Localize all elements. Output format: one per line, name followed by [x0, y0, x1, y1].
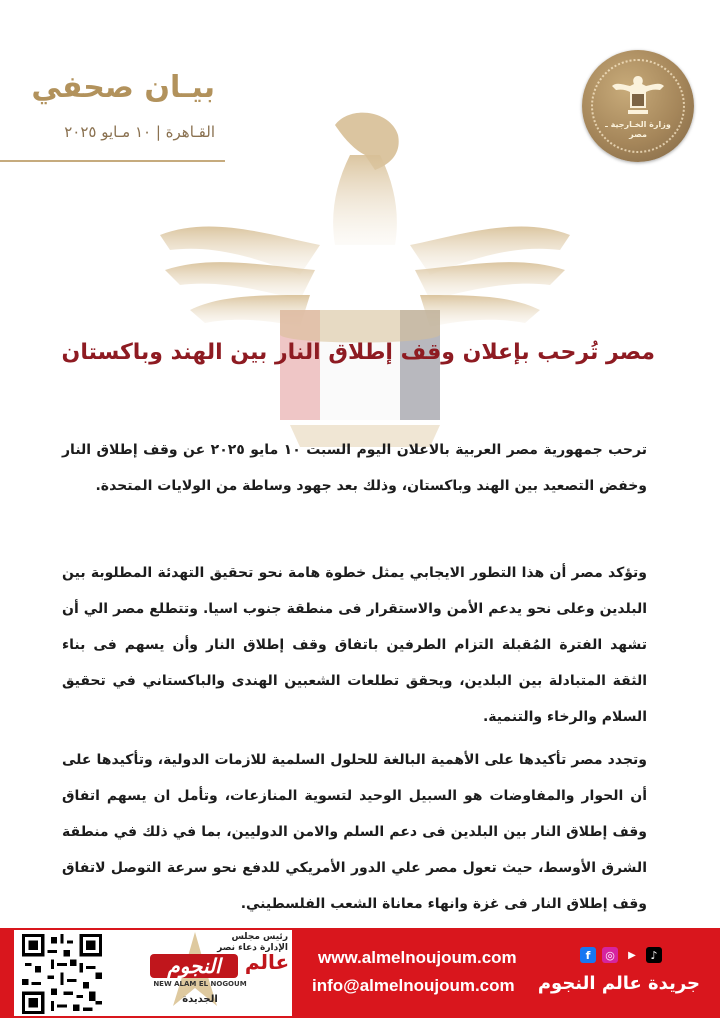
paragraph-1: ترحب جمهورية مصر العربية بالاعلان اليوم السبت ١٠ مايو ٢٠٢٥ عن وقف إطلاق النار وخفض التصعيد بين الهند وباكستان، وذلك بعد جهود وساطة من الولايات المتحدة.	[62, 442, 647, 494]
qr-code-icon[interactable]	[22, 934, 102, 1014]
eagle-emblem-icon	[610, 72, 666, 120]
paragraph-3: وتجدد مصر تأكيدها على الأهمية البالغة للحلول السلمية للازمات الدولية، وتأكيدها على أن الحوار والمفاوضات هو السبيل الوحيد لتسوية المنازعات، وتأمل ان يسهم اتفاق وقف إطلاق النار بين البلدين فى دعم السلم والامن الدوليين، بما في ذلك في منطقة الشرق الأوسط، حيث تعول مصر علي الدور الأمريكي للدفع نحو سرعة التوصل لاتفاق وقف إطلاق النار فى غزة وانهاء معاناة الشعب الفلسطيني.	[62, 752, 647, 912]
footer-banner	[0, 928, 720, 1018]
logo-suffix: الجديدة	[182, 994, 218, 1005]
logo-latin-name: NEW ALAM EL NOGOUM	[153, 980, 247, 988]
headline: مصر تُرحب بإعلان وقف إطلاق النار بين الهند وباكستان	[61, 340, 655, 365]
ministry-seal	[582, 50, 694, 162]
facebook-icon[interactable]: f	[580, 947, 596, 963]
youtube-icon[interactable]: ▶	[628, 949, 636, 961]
instagram-icon[interactable]: ◎	[602, 947, 618, 963]
page-title: بيـان صحفي	[31, 70, 215, 105]
email-link[interactable]: info@almelnoujoum.com	[312, 976, 515, 995]
release-date: القـاهرة | ١٠ مـايو ٢٠٢٥	[64, 123, 215, 141]
logo-name-nogoum: النجوم	[150, 954, 238, 978]
social-icons	[580, 946, 662, 964]
tiktok-icon[interactable]: ♪	[646, 947, 662, 963]
logo-name-alam: عالم	[244, 950, 290, 974]
logo-chairman-caption: رئيس مجلس الإدارة دعاء نصر	[217, 932, 288, 953]
header-divider	[0, 160, 225, 162]
website-link[interactable]: www.almelnoujoum.com	[318, 948, 517, 967]
seal-ministry-name: وزارة الخـارجية ـ مصر	[605, 120, 671, 139]
paragraph-2: وتؤكد مصر أن هذا التطور الايجابي يمثل خطوة هامة نحو تحقيق التهدئة المطلوبة بين البلدين وعلى نحو يدعم الأمن والاستقرار فى منطقة جنوب اسيا. وتتطلع مصر الي أن تشهد الفترة المُقبلة التزام الطرفين باتفاق وقف إطلاق النار وأن يسهم فى بناء الثقة المتبادلة بين البلدين، ويحقق تطلعات الشعبين الهندى والباكستاني في تحقيق السلام والرخاء والتنمية.	[62, 565, 647, 725]
eagle-watermark-icon	[150, 95, 580, 455]
newspaper-name: جريدة عالم النجوم	[537, 973, 700, 994]
